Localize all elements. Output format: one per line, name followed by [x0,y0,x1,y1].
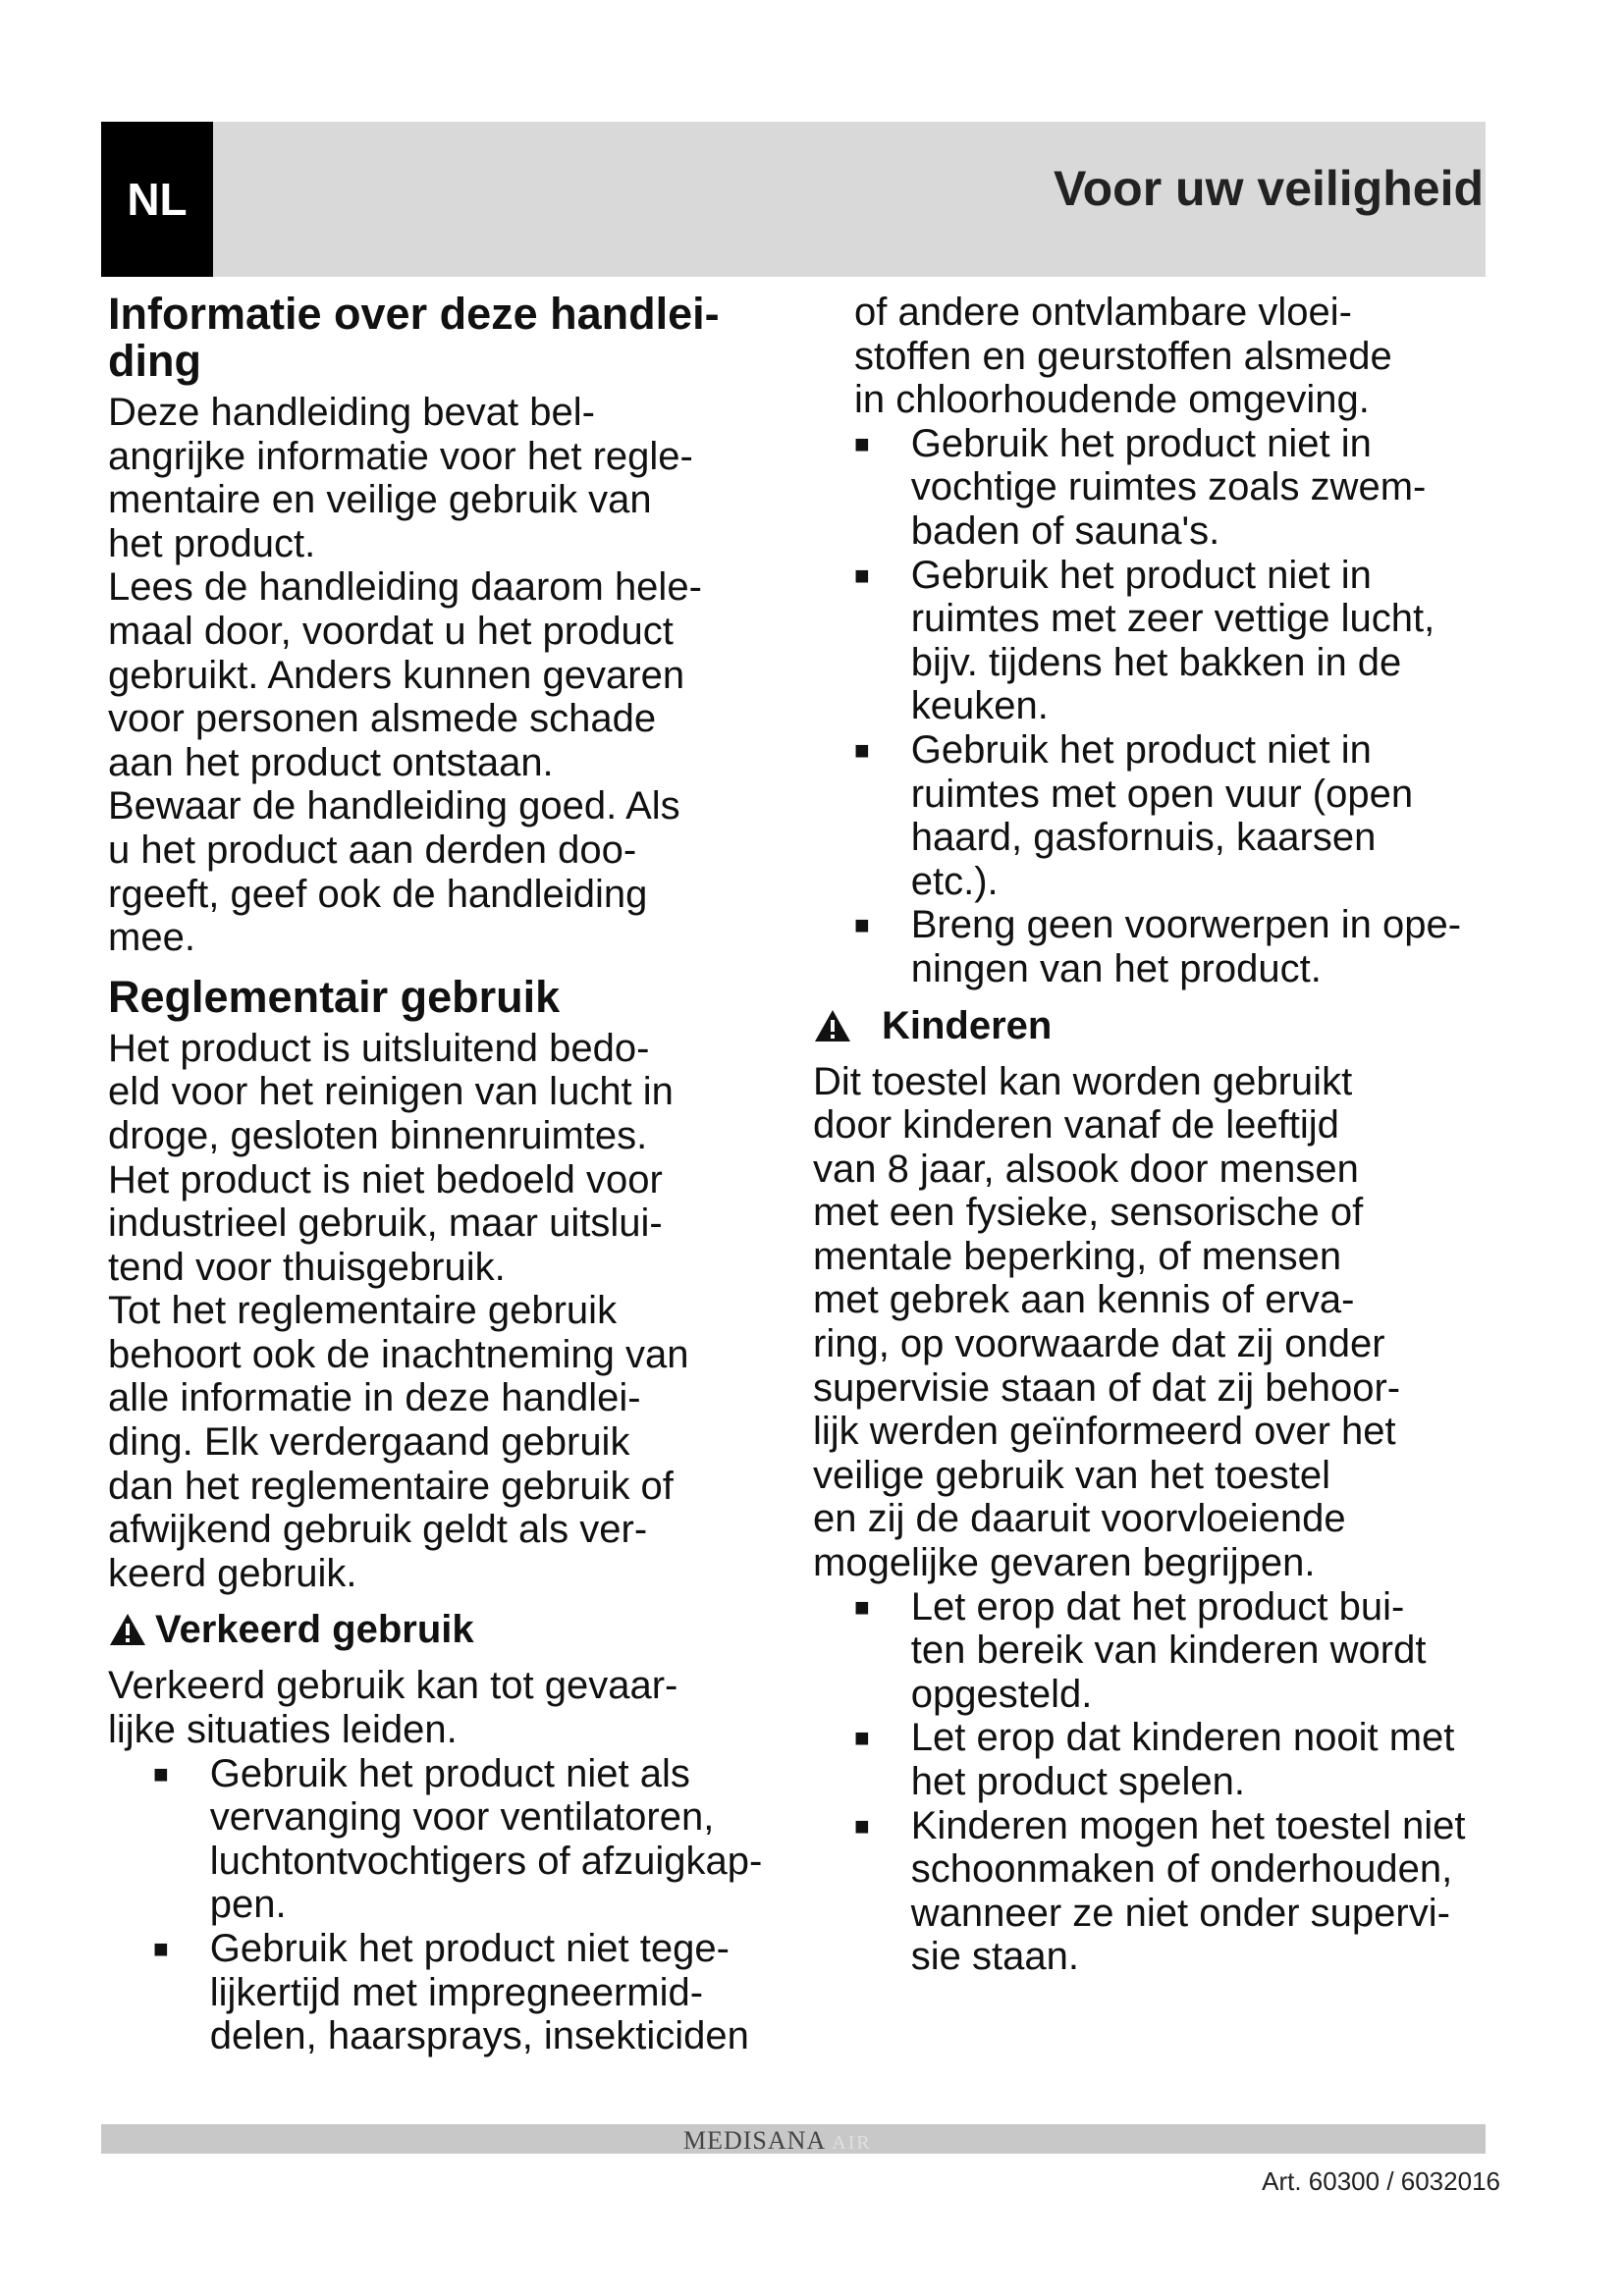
bullet-square-icon: ■ [854,1723,870,1753]
bullet-text: Let erop dat het product bui- ten bereik van kinderen wordt opgesteld. [910,1584,1427,1716]
bullet-square-icon: ■ [854,1810,870,1841]
bullet-item [854,1716,1559,1803]
bullet-item [854,728,1559,903]
children-heading: Kinderen [882,1003,1053,1047]
misuse-heading-row [108,1607,815,1652]
warning-icon [108,1612,147,1647]
bullet-item [854,903,1559,990]
brand-logo [683,2125,872,2155]
continued-text: of andere ontvlambare vloei- stoffen en geurstoffen alsmede in chloorhoudende omgeving. [854,291,1392,422]
bullet-text: Gebruik het product niet in ruimtes met zeer vettige lucht, bijv. tijdens het bakken in de keuken. [910,553,1435,728]
bullet-item [854,1585,1559,1717]
children-heading-row [813,1003,1559,1048]
bullet-text: Kinderen mogen het toestel niet schoonmaken of onderhouden, wanneer ze niet onder supervi- sie staan. [910,1803,1466,1979]
warning-icon [813,1008,852,1043]
bullet-text: Gebruik het product niet als vervanging voor ventilatoren, luchtontvochtigers of afzuigkap- pen. [209,1751,763,1927]
bullet-square-icon: ■ [854,734,870,765]
info-body: Deze handleiding bevat bel- angrijke informatie voor het regle- mentaire en veilige gebruik van het product. Lees de handleiding daarom hele- maal door, voordat u het product gebruikt. Anders kunnen gevaren voor personen alsmede schade aan het product ontstaan. Bewaar de handleiding goed. Als u het product aan derden doo- rgeeft, geef ook de handleiding mee. [108,391,702,960]
bullet-item [854,1804,1559,1979]
misuse-heading: Verkeerd gebruik [155,1608,474,1652]
misuse-body: Verkeerd gebruik kan tot gevaar- lijke situaties leiden. [108,1664,678,1752]
reg-body: Het product is uitsluitend bedo- eld voor het reinigen van lucht in droge, gesloten binnenruimtes. Het product is niet bedoeld voor industrieel gebruik, maar uitslui- tend voor thuisgebruik. Tot het reglementaire gebruik behoort ook de inachtneming van alle informatie in deze handlei- ding. Elk verdergaand gebruik dan het reglementaire gebruik of afwijkend gebruik geldt als ver- keerd gebruik. [108,1026,689,1595]
bullet-square-icon: ■ [854,1591,870,1622]
brand-name: MEDISANA [683,2126,825,2155]
bullet-text: Let erop dat kinderen nooit met het product spelen. [910,1716,1455,1803]
bullet-item [153,1927,815,2058]
bullet-square-icon: ■ [854,910,870,940]
article-number: Art. 60300 / 6032016 [1262,2166,1500,2196]
right-list [813,291,1559,991]
bullet-item [854,554,1559,728]
language-tab: NL [101,122,213,277]
left-column [108,291,815,2058]
children-list [813,1585,1559,1979]
bullet-item [854,422,1559,554]
bullet-text: Gebruik het product niet in vochtige ruimtes zoals zwem- baden of sauna's. [910,421,1427,553]
bullet-square-icon: ■ [153,1758,169,1789]
bullet-square-icon: ■ [153,1934,169,1963]
bullet-item [153,1752,815,1927]
bullet-text: Gebruik het product niet tege- lijkertijd met impregneermid- delen, haarsprays, insekticiden [209,1927,749,2058]
page-title: Voor uw veiligheid [1053,161,1484,216]
bullet-square-icon: ■ [854,560,870,590]
bullet-square-icon: ■ [854,428,870,458]
children-body: Dit toestel kan worden gebruikt door kinderen vanaf de leeftijd van 8 jaar, alsook door mensen met een fysieke, sensorische of mentale beperking, of mensen met gebrek aan kennis of erva- ring, op voorwaarde dat zij onder supervisie staan of dat zij behoor- lijk werden geïnformeerd over het veilige gebruik van het toestel en zij de daaruit voorvloeiende mogelijke gevaren begrijpen. [813,1059,1401,1585]
reg-heading: Reglementair gebruik [108,971,561,1022]
bullet-text: Gebruik het product niet in ruimtes met open vuur (open haard, gasfornuis, kaarsen etc.). [910,727,1414,903]
info-heading: Informatie over deze handlei- ding [108,289,720,386]
brand-sub: AIR [832,2132,872,2154]
bullet-text: Breng geen voorwerpen in ope- ningen van het product. [910,903,1462,990]
right-column [813,291,1559,1979]
